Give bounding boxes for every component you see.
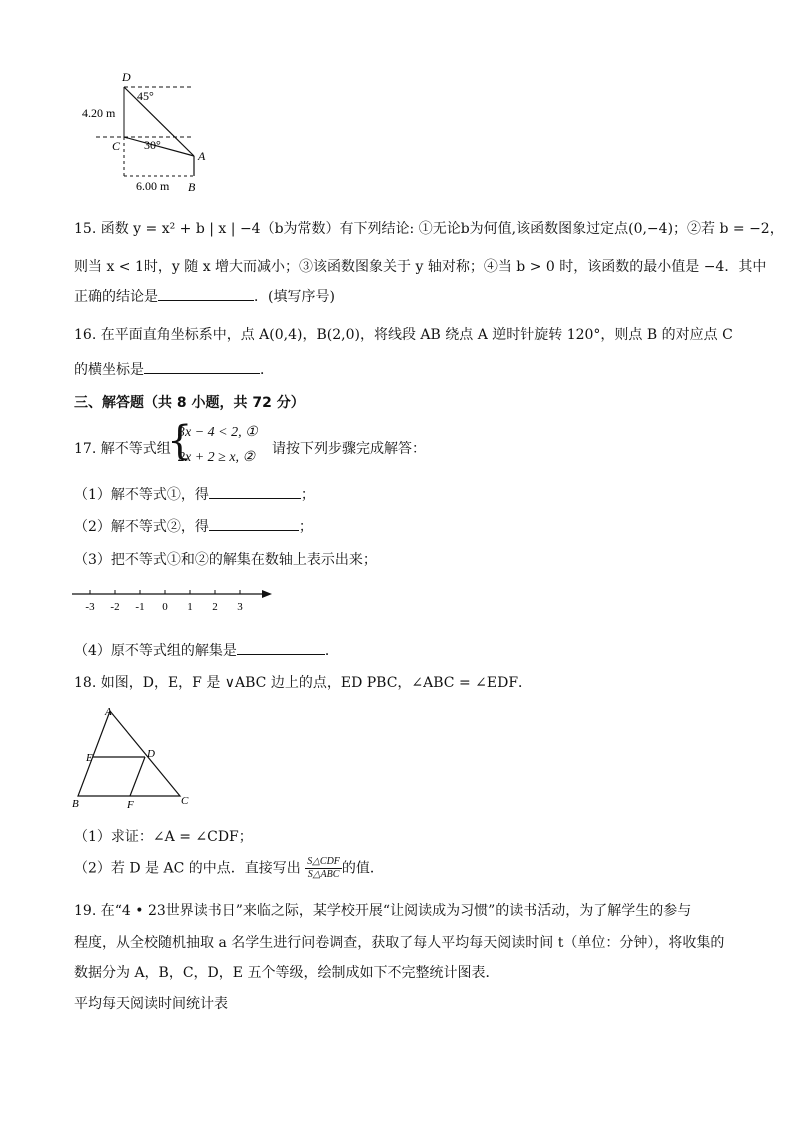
label-angle45: 45°	[137, 89, 154, 103]
q18-part2-pre: （2）若 D 是 AC 的中点．直接写出	[74, 860, 301, 877]
q18-text1: 如图，D，E，F 是 ∨ABC 边上的点，ED PBC，∠ABC = ∠EDF．	[100, 675, 533, 691]
number-line-tick-label: 0	[162, 601, 168, 613]
number-line-tick-label: -1	[135, 601, 145, 613]
q16-answer-blank[interactable]	[144, 359, 260, 374]
q18-frac-num: S△CDF	[307, 856, 340, 867]
label-angle30: 30°	[144, 138, 161, 152]
label-C: C	[112, 139, 121, 153]
q19-line2: 程度，从全校随机抽取 a 名学生进行问卷调查，获取了每人平均每天阅读时间 t（单位：分钟），将收集的	[74, 935, 725, 951]
q18-label-E: E	[86, 752, 93, 764]
q17-step4-blank[interactable]	[237, 640, 325, 655]
q18-frac-den: S△ABC	[307, 869, 340, 880]
q15-text1: 函数 y = x² + b | x | −4（b为常数）有下列结论: ①无论b为何值,该函数图象过定点(0,−4)；②若 b = −2，	[100, 221, 784, 237]
q15-line2: 则当 x < 1时，y 随 x 增大而减小；③该函数图象关于 y 轴对称；④当 b > 0 时，该函数的最小值是 −4．其中	[74, 259, 767, 275]
q17-step1	[74, 484, 315, 504]
q16-text2-pre: 的横坐标是	[74, 362, 144, 378]
q19-text1: 在“4 • 23世界读书日”来临之际，某学校开展“让阅读成为习惯”的读书活动，为了解学生的参与	[100, 903, 692, 919]
q19-table-title: 平均每天阅读时间统计表	[74, 996, 228, 1012]
q18-number: 18.	[74, 675, 97, 691]
label-height: 4.20 m	[82, 106, 116, 120]
q19-number: 19.	[74, 903, 97, 919]
segment-DF	[130, 757, 145, 796]
number-line-tick-label: 3	[237, 601, 243, 613]
q18-label-C: C	[181, 795, 189, 807]
q17-ineq2: 2x + 2 ≥ x, ②	[178, 450, 256, 465]
q17-step4	[74, 640, 339, 660]
q17-step2-post: ；	[298, 519, 313, 535]
q15-line3	[74, 286, 335, 306]
top-figure	[78, 70, 228, 196]
number-line-tick-label: 2	[212, 601, 218, 613]
q19-line3: 数据分为 A，B，C，D，E 五个等级，绘制成如下不完整统计图表．	[74, 965, 500, 981]
q18-label-B: B	[72, 798, 79, 810]
q16-number: 16.	[74, 327, 97, 343]
q18-part2-post: 的值．	[341, 860, 384, 877]
q18-line1	[74, 672, 532, 692]
q15-number: 15.	[74, 221, 97, 237]
q15-text3-post: ．(填写序号)	[254, 289, 335, 305]
q18-label-F: F	[127, 799, 134, 811]
q17-step1-blank[interactable]	[209, 484, 301, 499]
label-B: B	[188, 180, 196, 194]
q16-text2-post: ．	[260, 362, 274, 378]
q16-line2	[74, 359, 274, 379]
number-line-tick-label: -2	[110, 601, 120, 613]
q17-step4-post: ．	[324, 643, 339, 659]
q16-line1	[74, 324, 733, 344]
q17-step1-pre: （1）解不等式①，得	[74, 487, 209, 503]
q17-after: 请按下列步骤完成解答：	[272, 441, 426, 457]
label-D: D	[122, 70, 131, 84]
q15-text3-pre: 正确的结论是	[74, 289, 158, 305]
label-width: 6.00 m	[136, 179, 170, 193]
triangle-ABC	[78, 711, 180, 796]
q18-part1: （1）求证：∠A = ∠CDF；	[74, 829, 253, 845]
q18-fraction	[305, 856, 342, 881]
q18-label-A: A	[105, 706, 112, 718]
q15-answer-blank[interactable]	[158, 286, 254, 301]
q18-figure	[68, 703, 198, 811]
q17-intro-text: 解不等式组	[100, 441, 171, 457]
number-line-tick-label: 1	[187, 601, 193, 613]
q17-step2	[74, 516, 313, 536]
q17-step2-pre: （2）解不等式②，得	[74, 519, 209, 535]
q17-ineq1: 3x − 4 < 2, ①	[178, 425, 258, 440]
q17-brace: {	[167, 418, 193, 464]
q15-line1	[74, 218, 784, 238]
q18-label-D: D	[147, 748, 155, 760]
q18-part2	[74, 856, 384, 881]
section-3-title: 三、解答题（共 8 小题，共 72 分）	[74, 395, 305, 411]
q17-step3: （3）把不等式①和②的解集在数轴上表示出来；	[74, 552, 377, 568]
number-line-tick-label: -3	[85, 601, 95, 613]
q17-step2-blank[interactable]	[209, 516, 299, 531]
q19-line1	[74, 900, 691, 920]
number-line-arrow	[262, 590, 272, 598]
number-line[interactable]	[70, 586, 280, 616]
label-A: A	[198, 149, 206, 163]
q17-intro	[74, 438, 171, 458]
q17-step1-post: ；	[300, 487, 315, 503]
q17-step4-pre: （4）原不等式组的解集是	[74, 643, 237, 659]
q16-text1: 在平面直角坐标系中，点 A(0,4)，B(2,0)，将线段 AB 绕点 A 逆时针旋转 120°，则点 B 的对应点 C	[100, 327, 733, 343]
q17-number: 17.	[74, 441, 97, 457]
